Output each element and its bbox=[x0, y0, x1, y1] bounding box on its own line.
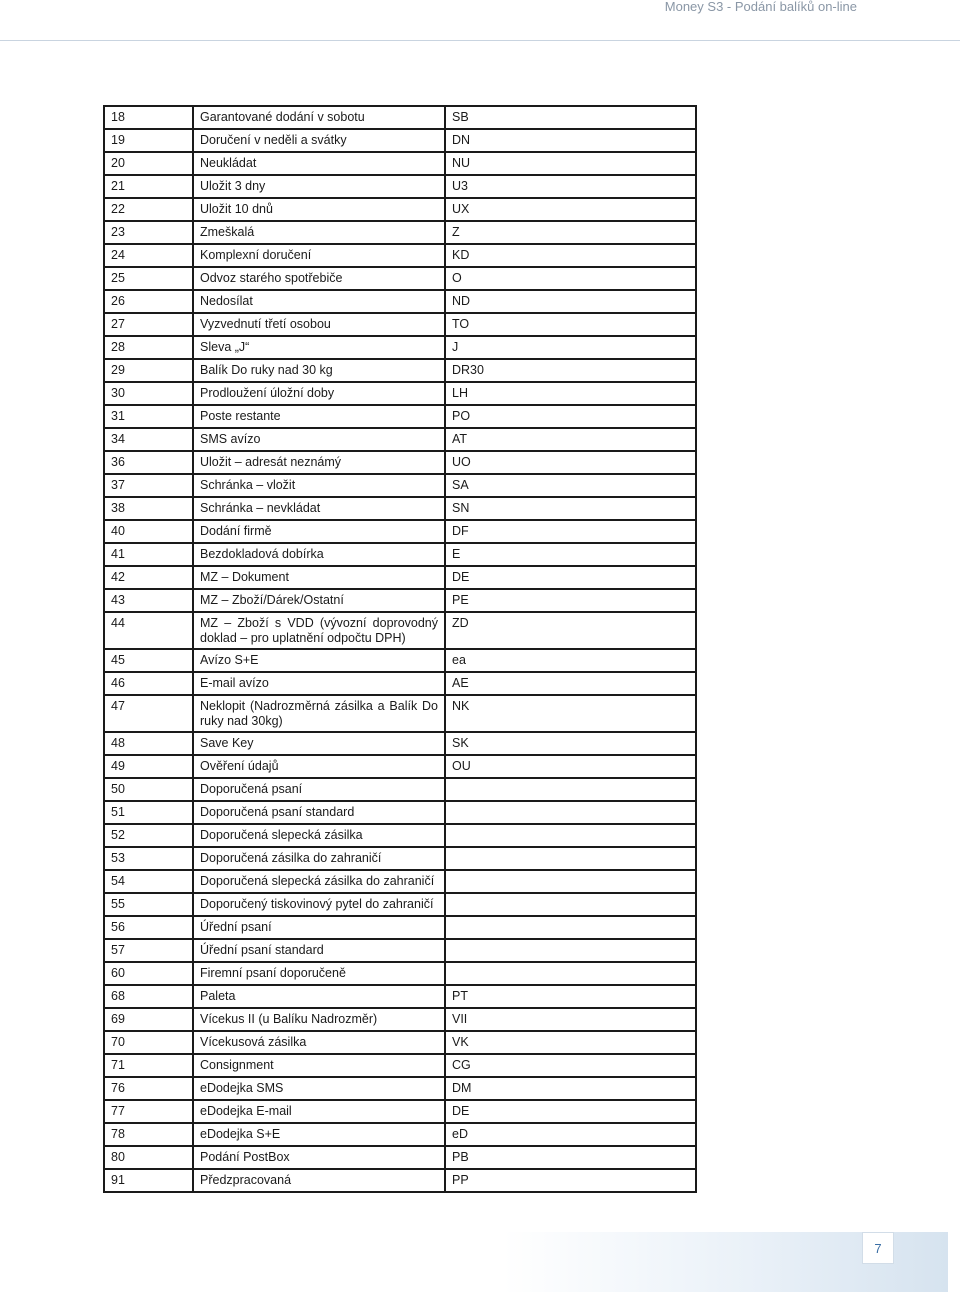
row-number: 26 bbox=[104, 290, 193, 313]
row-number: 49 bbox=[104, 755, 193, 778]
row-number: 29 bbox=[104, 359, 193, 382]
row-description: Doporučený tiskovinový pytel do zahraničí bbox=[193, 893, 445, 916]
row-description: MZ – Dokument bbox=[193, 566, 445, 589]
table-row bbox=[104, 1008, 696, 1031]
table-row bbox=[104, 778, 696, 801]
row-description: Neklopit (Nadrozměrná zásilka a Balík Do ruky nad 30kg) bbox=[193, 695, 445, 732]
row-number: 34 bbox=[104, 428, 193, 451]
row-code: DE bbox=[445, 1100, 696, 1123]
row-description: Komplexní doručení bbox=[193, 244, 445, 267]
row-number: 51 bbox=[104, 801, 193, 824]
row-code: ZD bbox=[445, 612, 696, 649]
table-row bbox=[104, 497, 696, 520]
row-number: 47 bbox=[104, 695, 193, 732]
row-number: 45 bbox=[104, 649, 193, 672]
table-row bbox=[104, 152, 696, 175]
table-row bbox=[104, 221, 696, 244]
row-number: 40 bbox=[104, 520, 193, 543]
row-number: 22 bbox=[104, 198, 193, 221]
table-row bbox=[104, 672, 696, 695]
row-description: Poste restante bbox=[193, 405, 445, 428]
row-description: Zmeškalá bbox=[193, 221, 445, 244]
row-number: 60 bbox=[104, 962, 193, 985]
row-code bbox=[445, 778, 696, 801]
row-number: 68 bbox=[104, 985, 193, 1008]
table-row bbox=[104, 474, 696, 497]
row-description: MZ – Zboží s VDD (vývozní doprovodný doklad – pro uplatnění odpočtu DPH) bbox=[193, 612, 445, 649]
table-row bbox=[104, 801, 696, 824]
row-number: 30 bbox=[104, 382, 193, 405]
table-row bbox=[104, 405, 696, 428]
table-row bbox=[104, 175, 696, 198]
row-description: Uložit 10 dnů bbox=[193, 198, 445, 221]
row-number: 41 bbox=[104, 543, 193, 566]
row-description: Dodání firmě bbox=[193, 520, 445, 543]
table-row bbox=[104, 962, 696, 985]
table-row bbox=[104, 985, 696, 1008]
row-number: 52 bbox=[104, 824, 193, 847]
row-number: 38 bbox=[104, 497, 193, 520]
row-description: Doručení v neděli a svátky bbox=[193, 129, 445, 152]
table-row bbox=[104, 870, 696, 893]
row-code: ea bbox=[445, 649, 696, 672]
row-description: Doporučená zásilka do zahraničí bbox=[193, 847, 445, 870]
row-code: ND bbox=[445, 290, 696, 313]
row-code: AT bbox=[445, 428, 696, 451]
table-row bbox=[104, 566, 696, 589]
row-description: Prodloužení úložní doby bbox=[193, 382, 445, 405]
row-code bbox=[445, 893, 696, 916]
row-code: O bbox=[445, 267, 696, 290]
row-description: eDodejka S+E bbox=[193, 1123, 445, 1146]
table-row bbox=[104, 267, 696, 290]
table-row bbox=[104, 1146, 696, 1169]
row-code: DF bbox=[445, 520, 696, 543]
row-code: Z bbox=[445, 221, 696, 244]
row-code: DN bbox=[445, 129, 696, 152]
row-description: E-mail avízo bbox=[193, 672, 445, 695]
table-row bbox=[104, 916, 696, 939]
row-description: Sleva „J“ bbox=[193, 336, 445, 359]
row-code: CG bbox=[445, 1054, 696, 1077]
row-number: 28 bbox=[104, 336, 193, 359]
table-row bbox=[104, 106, 696, 129]
table-row bbox=[104, 1169, 696, 1192]
row-number: 78 bbox=[104, 1123, 193, 1146]
row-description: Doporučená psaní standard bbox=[193, 801, 445, 824]
row-number: 44 bbox=[104, 612, 193, 649]
row-number: 27 bbox=[104, 313, 193, 336]
row-description: Bezdokladová dobírka bbox=[193, 543, 445, 566]
table-row bbox=[104, 939, 696, 962]
row-code: NK bbox=[445, 695, 696, 732]
row-description: Uložit 3 dny bbox=[193, 175, 445, 198]
table-row bbox=[104, 1054, 696, 1077]
row-description: Nedosílat bbox=[193, 290, 445, 313]
row-number: 71 bbox=[104, 1054, 193, 1077]
row-number: 56 bbox=[104, 916, 193, 939]
row-number: 20 bbox=[104, 152, 193, 175]
document-title: Money S3 - Podání balíků on-line bbox=[664, 0, 857, 14]
row-description: Schránka – vložit bbox=[193, 474, 445, 497]
row-number: 31 bbox=[104, 405, 193, 428]
row-code: TO bbox=[445, 313, 696, 336]
row-code: UX bbox=[445, 198, 696, 221]
table-row bbox=[104, 313, 696, 336]
table-row bbox=[104, 824, 696, 847]
row-code: LH bbox=[445, 382, 696, 405]
row-code bbox=[445, 847, 696, 870]
table-row bbox=[104, 359, 696, 382]
table-row bbox=[104, 732, 696, 755]
row-code: PO bbox=[445, 405, 696, 428]
row-code: KD bbox=[445, 244, 696, 267]
table-row bbox=[104, 847, 696, 870]
row-number: 46 bbox=[104, 672, 193, 695]
row-code: DE bbox=[445, 566, 696, 589]
row-description: Podání PostBox bbox=[193, 1146, 445, 1169]
row-code: AE bbox=[445, 672, 696, 695]
row-description: Paleta bbox=[193, 985, 445, 1008]
row-description: SMS avízo bbox=[193, 428, 445, 451]
row-description: Consignment bbox=[193, 1054, 445, 1077]
row-code: J bbox=[445, 336, 696, 359]
table-row bbox=[104, 695, 696, 732]
row-description: Uložit – adresát neznámý bbox=[193, 451, 445, 474]
row-number: 43 bbox=[104, 589, 193, 612]
row-description: Garantované dodání v sobotu bbox=[193, 106, 445, 129]
row-code: SB bbox=[445, 106, 696, 129]
row-code: DM bbox=[445, 1077, 696, 1100]
row-code bbox=[445, 916, 696, 939]
row-description: Úřední psaní standard bbox=[193, 939, 445, 962]
row-number: 42 bbox=[104, 566, 193, 589]
table-row bbox=[104, 290, 696, 313]
row-number: 25 bbox=[104, 267, 193, 290]
row-code bbox=[445, 939, 696, 962]
row-code bbox=[445, 801, 696, 824]
row-number: 54 bbox=[104, 870, 193, 893]
row-description: Save Key bbox=[193, 732, 445, 755]
table-row bbox=[104, 612, 696, 649]
row-number: 76 bbox=[104, 1077, 193, 1100]
table-row bbox=[104, 589, 696, 612]
row-description: Odvoz starého spotřebiče bbox=[193, 267, 445, 290]
service-codes-table-body bbox=[104, 106, 696, 1192]
row-code: PB bbox=[445, 1146, 696, 1169]
page-number: 7 bbox=[862, 1232, 894, 1264]
row-code: SA bbox=[445, 474, 696, 497]
row-code bbox=[445, 962, 696, 985]
row-description: Doporučená slepecká zásilka bbox=[193, 824, 445, 847]
row-description: eDodejka E-mail bbox=[193, 1100, 445, 1123]
table-row bbox=[104, 451, 696, 474]
row-code bbox=[445, 870, 696, 893]
row-number: 91 bbox=[104, 1169, 193, 1192]
page-header bbox=[0, 0, 960, 41]
table-row bbox=[104, 1031, 696, 1054]
row-number: 80 bbox=[104, 1146, 193, 1169]
row-code: SK bbox=[445, 732, 696, 755]
row-code: eD bbox=[445, 1123, 696, 1146]
row-number: 19 bbox=[104, 129, 193, 152]
row-code: PT bbox=[445, 985, 696, 1008]
row-description: Doporučená slepecká zásilka do zahraničí bbox=[193, 870, 445, 893]
row-code: VII bbox=[445, 1008, 696, 1031]
row-description: Vícekusová zásilka bbox=[193, 1031, 445, 1054]
table-row bbox=[104, 244, 696, 267]
row-code: SN bbox=[445, 497, 696, 520]
row-description: Doporučená psaní bbox=[193, 778, 445, 801]
table-row bbox=[104, 382, 696, 405]
row-code: PE bbox=[445, 589, 696, 612]
row-number: 37 bbox=[104, 474, 193, 497]
table-row bbox=[104, 649, 696, 672]
row-description: Vícekus II (u Balíku Nadrozměr) bbox=[193, 1008, 445, 1031]
row-description: eDodejka SMS bbox=[193, 1077, 445, 1100]
table-row bbox=[104, 1123, 696, 1146]
row-number: 50 bbox=[104, 778, 193, 801]
row-code: U3 bbox=[445, 175, 696, 198]
row-number: 24 bbox=[104, 244, 193, 267]
row-code: OU bbox=[445, 755, 696, 778]
row-number: 36 bbox=[104, 451, 193, 474]
row-number: 21 bbox=[104, 175, 193, 198]
row-code: UO bbox=[445, 451, 696, 474]
row-description: Balík Do ruky nad 30 kg bbox=[193, 359, 445, 382]
row-description: Vyzvednutí třetí osobou bbox=[193, 313, 445, 336]
row-number: 55 bbox=[104, 893, 193, 916]
row-description: Ověření údajů bbox=[193, 755, 445, 778]
row-number: 18 bbox=[104, 106, 193, 129]
row-code: NU bbox=[445, 152, 696, 175]
table-row bbox=[104, 1077, 696, 1100]
table-row bbox=[104, 198, 696, 221]
table-row bbox=[104, 1100, 696, 1123]
row-description: Úřední psaní bbox=[193, 916, 445, 939]
row-number: 57 bbox=[104, 939, 193, 962]
row-code: PP bbox=[445, 1169, 696, 1192]
row-number: 23 bbox=[104, 221, 193, 244]
row-code: E bbox=[445, 543, 696, 566]
row-description: Avízo S+E bbox=[193, 649, 445, 672]
row-code: DR30 bbox=[445, 359, 696, 382]
row-description: Schránka – nevkládat bbox=[193, 497, 445, 520]
row-description: Neukládat bbox=[193, 152, 445, 175]
table-row bbox=[104, 755, 696, 778]
row-number: 53 bbox=[104, 847, 193, 870]
table-row bbox=[104, 336, 696, 359]
row-number: 70 bbox=[104, 1031, 193, 1054]
table-row bbox=[104, 428, 696, 451]
table-row bbox=[104, 893, 696, 916]
row-number: 69 bbox=[104, 1008, 193, 1031]
row-description: Předzpracovaná bbox=[193, 1169, 445, 1192]
service-codes-table bbox=[103, 105, 697, 1193]
row-code bbox=[445, 824, 696, 847]
row-code: VK bbox=[445, 1031, 696, 1054]
row-description: Firemní psaní doporučeně bbox=[193, 962, 445, 985]
row-number: 48 bbox=[104, 732, 193, 755]
table-row bbox=[104, 129, 696, 152]
row-number: 77 bbox=[104, 1100, 193, 1123]
row-description: MZ – Zboží/Dárek/Ostatní bbox=[193, 589, 445, 612]
table-row bbox=[104, 543, 696, 566]
table-row bbox=[104, 520, 696, 543]
